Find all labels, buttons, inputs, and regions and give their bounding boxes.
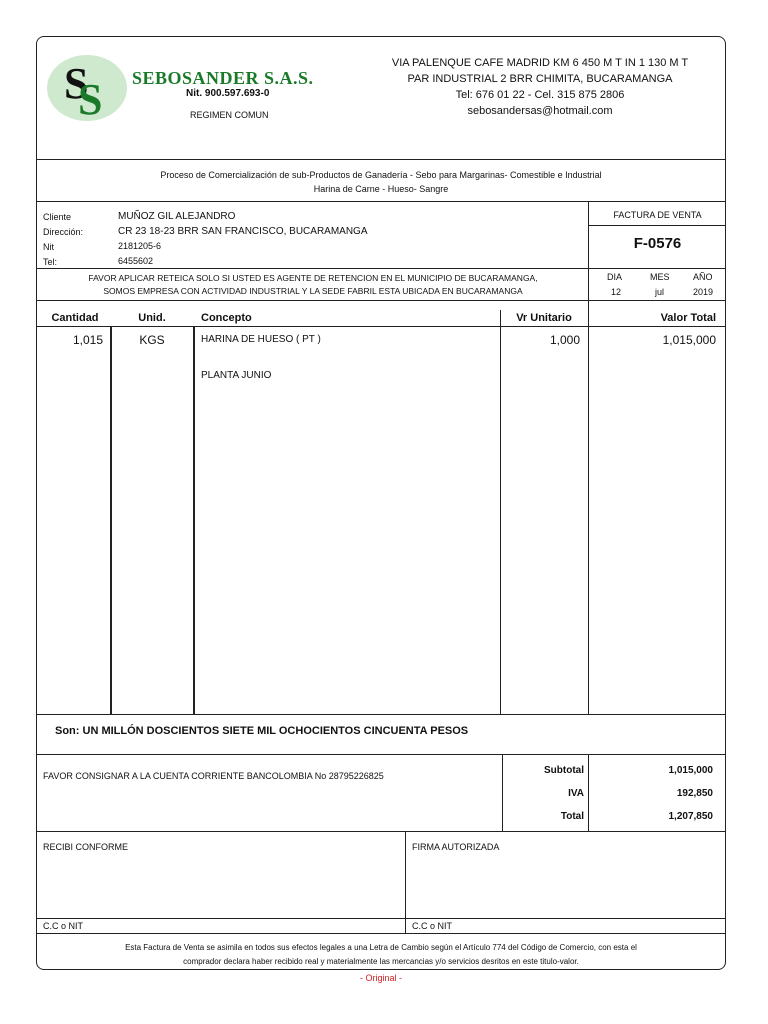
subtotal-label: Subtotal	[544, 765, 584, 776]
row-note: PLANTA JUNIO	[201, 370, 272, 381]
direccion-value: CR 23 18-23 BRR SAN FRANCISCO, BUCARAMANGA	[118, 226, 368, 237]
mes-label: MES	[650, 272, 670, 282]
company-phone: Tel: 676 01 22 - Cel. 315 875 2806	[455, 89, 625, 101]
activity-line-2: Harina de Carne - Hueso- Sangre	[313, 184, 449, 194]
header-valor-total: Valor Total	[660, 312, 716, 324]
cliente-label: Cliente	[43, 212, 72, 222]
company-email: sebosandersas@hotmail.com	[467, 105, 613, 117]
amount-in-words: Son: UN MILLÓN DOSCIENTOS SIETE MIL OCHOCIENTOS CINCUENTA PESOS	[55, 725, 469, 737]
dia-value: 12	[611, 287, 622, 297]
cc-nit-left: C.C o NIT	[43, 921, 84, 931]
mes-value: jul	[655, 287, 665, 297]
date-block	[589, 272, 726, 302]
legal-line-1: Esta Factura de Venta se asimila en todos sus efectos legales a una Letra de Cambio según el Artículo 774 del Código de Comercio, con esta el	[125, 943, 637, 952]
legal-text	[36, 941, 726, 969]
reteica-notice	[40, 272, 586, 298]
ano-label: AÑO	[693, 272, 713, 282]
row-cantidad: 1,015	[72, 333, 103, 347]
notice-line-1: FAVOR APLICAR RETEICA SOLO SI USTED ES AGENTE DE RETENCION EN EL MUNICIPIO DE BUCARAMANGA,	[88, 273, 538, 283]
ano-value: 2019	[693, 287, 714, 297]
row-valor-total: 1,015,000	[662, 333, 716, 347]
invoice-number: F-0576	[633, 235, 682, 252]
company-nit: Nit. 900.597.693-0	[186, 88, 270, 99]
cliente-value: MUÑOZ GIL ALEJANDRO	[118, 211, 236, 222]
direccion-label: Dirección:	[43, 227, 84, 237]
activity-line-1: Proceso de Comercialización de sub-Productos de Ganadería - Sebo para Margarinas- Comestible e Industrial	[160, 170, 602, 180]
row-vr-unitario: 1,000	[549, 333, 580, 347]
notice-line-2: SOMOS EMPRESA CON ACTIVIDAD INDUSTRIAL Y LA SEDE FABRIL ESTA UBICADA EN BUCARAMANGA	[103, 286, 523, 296]
recibi-conforme-label: RECIBI CONFORME	[43, 842, 129, 852]
nit-value: 2181205-6	[118, 241, 162, 251]
header-concepto: Concepto	[201, 312, 252, 324]
tel-label: Tel:	[43, 257, 58, 267]
cc-nit-right: C.C o NIT	[412, 921, 453, 931]
original-copy-label: - Original -	[359, 973, 402, 983]
company-regimen: REGIMEN COMUN	[190, 110, 269, 120]
total-value: 1,207,850	[668, 811, 713, 822]
company-contact	[370, 55, 710, 119]
header-cantidad: Cantidad	[51, 312, 99, 324]
svg-text:S: S	[64, 59, 89, 108]
company-logo	[46, 54, 128, 122]
tel-value: 6455602	[118, 256, 154, 266]
client-values	[118, 209, 368, 269]
header-vr-unitario: Vr Unitario	[516, 312, 572, 324]
company-address-1: VIA PALENQUE CAFE MADRID KM 6 450 M T IN 1 130 M T	[391, 57, 689, 69]
company-name: SEBOSANDER S.A.S.	[132, 68, 314, 88]
nit-label: Nit	[43, 242, 54, 252]
row-unid: KGS	[139, 333, 165, 347]
legal-line-2: comprador declara haber recibido real y materialmente las mercancias y/o servicios desritos en este titulo-valor.	[183, 957, 579, 966]
total-label: Total	[560, 811, 584, 822]
company-address-2: PAR INDUSTRIAL 2 BRR CHIMITA, BUCARAMANGA	[407, 73, 673, 85]
svg-text:S: S	[78, 75, 103, 122]
subtotal-value: 1,015,000	[668, 765, 713, 776]
row-concepto: HARINA DE HUESO ( PT )	[201, 334, 321, 345]
iva-value: 192,850	[676, 788, 713, 799]
dia-label: DIA	[607, 272, 623, 282]
firma-autorizada-label: FIRMA AUTORIZADA	[412, 842, 500, 852]
iva-label: IVA	[568, 788, 584, 799]
header-unid: Unid.	[138, 312, 166, 324]
activity-description	[36, 168, 726, 196]
invoice-title: FACTURA DE VENTA	[613, 210, 702, 220]
client-info	[43, 210, 83, 270]
bank-note: FAVOR CONSIGNAR A LA CUENTA CORRIENTE BANCOLOMBIA No 28795226825	[43, 771, 384, 781]
